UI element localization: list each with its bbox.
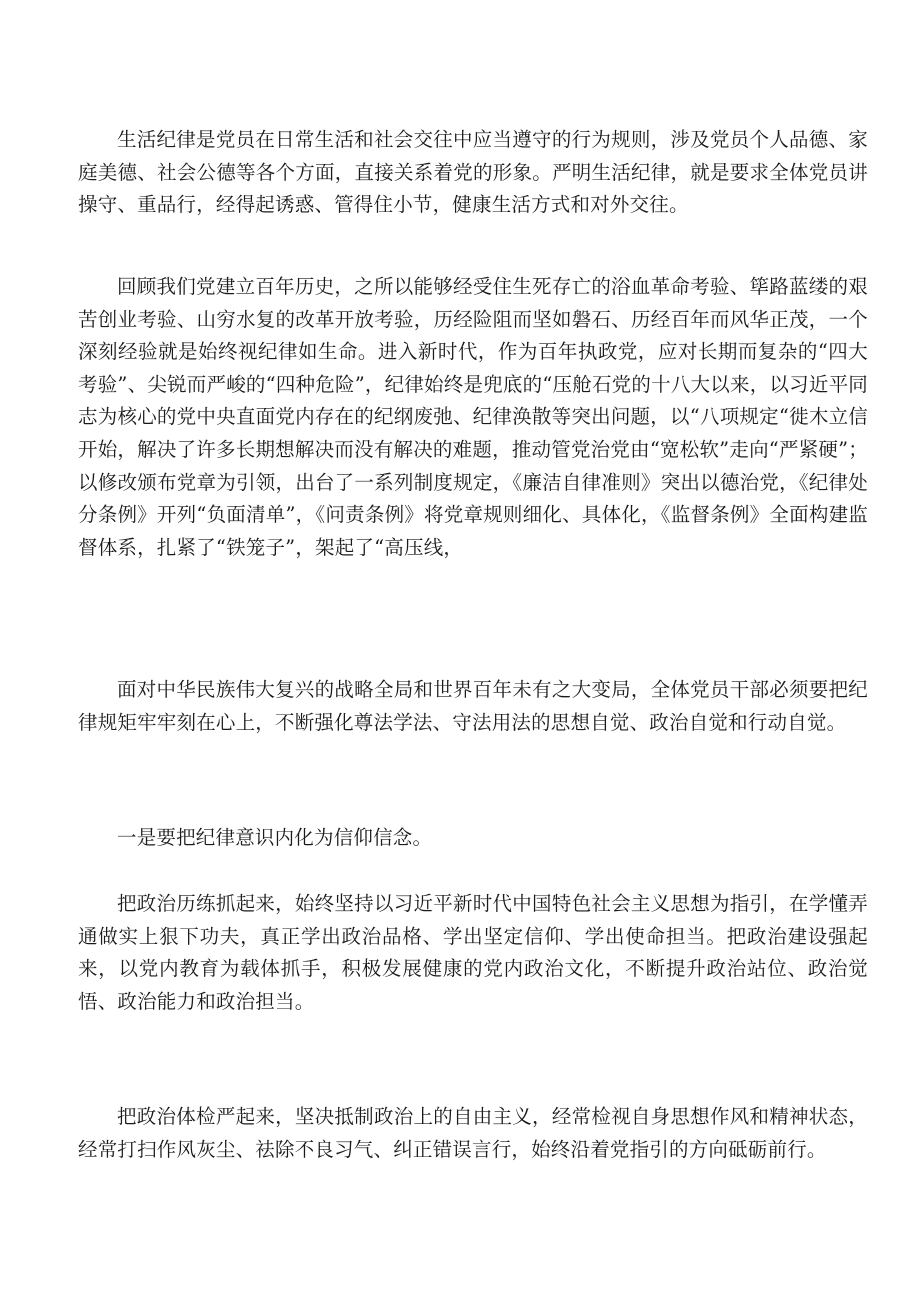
paragraph-party-history: 回顾我们党建立百年历史，之所以能够经受住生死存亡的浴血革命考验、筚路蓝缕的艰苦创业考验、山穷水复的改革开放考验，历经险阻而坚如磐石、历经百年而风华正茂，一个深刻经验就是始终视纪律如生命。进入新时代，作为百年执政党，应对长期而复杂的“四大考验”、尖锐而严峻的“四种危险”，纪律始终是兜底的“压舱石党的十八大以来，以习近平同志为核心的党中央直面党内存在的纪纲废弛、纪律涣散等突出问题，以“八项规定“徙木立信开始，解决了许多长期想解决而没有解决的难题，推动管党治党由“宽松软”走向“严紧硬”；以修改颁布党章为引领，出台了一系列制度规定，《廉洁自律准则》突出以德治党，《纪律处分条例》开列“负面清单”，《问责条例》将党章规则细化、具体化，《监督条例》全面构建监督体系，扎紧了“铁笼子”，架起了“高压线， (78, 275, 868, 559)
paragraph-political-training: 把政治历练抓起来，始终坚持以习近平新时代中国特色社会主义思想为指引，在学懂弄通做实上狠下功夫，真正学出政治品格、学出坚定信仰、学出使命担当。把政治建设强起来，以党内教育为载体抓手，积极发展健康的党内政治文化，不断提升政治站位、政治觉悟、政治能力和政治担当。 (78, 892, 868, 1013)
paragraph-great-rejuvenation: 面对中华民族伟大复兴的战略全局和世界百年未有之大变局，全体党员干部必须要把纪律规矩牢牢刻在心上，不断强化尊法学法、守法用法的思想自觉、政治自觉和行动自觉。 (78, 678, 868, 734)
paragraph-political-checkup: 把政治体检严起来，坚决抵制政治上的自由主义，经常检视自身思想作风和精神状态，经常打扫作风灰尘、祛除不良习气、纠正错误言行，始终沿着党指引的方向砥砺前行。 (78, 1105, 868, 1161)
paragraph-heading-point-one: 一是要把纪律意识内化为信仰信念。 (117, 826, 433, 849)
paragraph-life-discipline: 生活纪律是党员在日常生活和社会交往中应当遵守的行为规则，涉及党员个人品德、家庭美德、社会公德等各个方面，直接关系着党的形象。严明生活纪律，就是要求全体党员讲操守、重品行，经得起诱惑、管得住小节，健康生活方式和对外交往。 (78, 128, 868, 217)
